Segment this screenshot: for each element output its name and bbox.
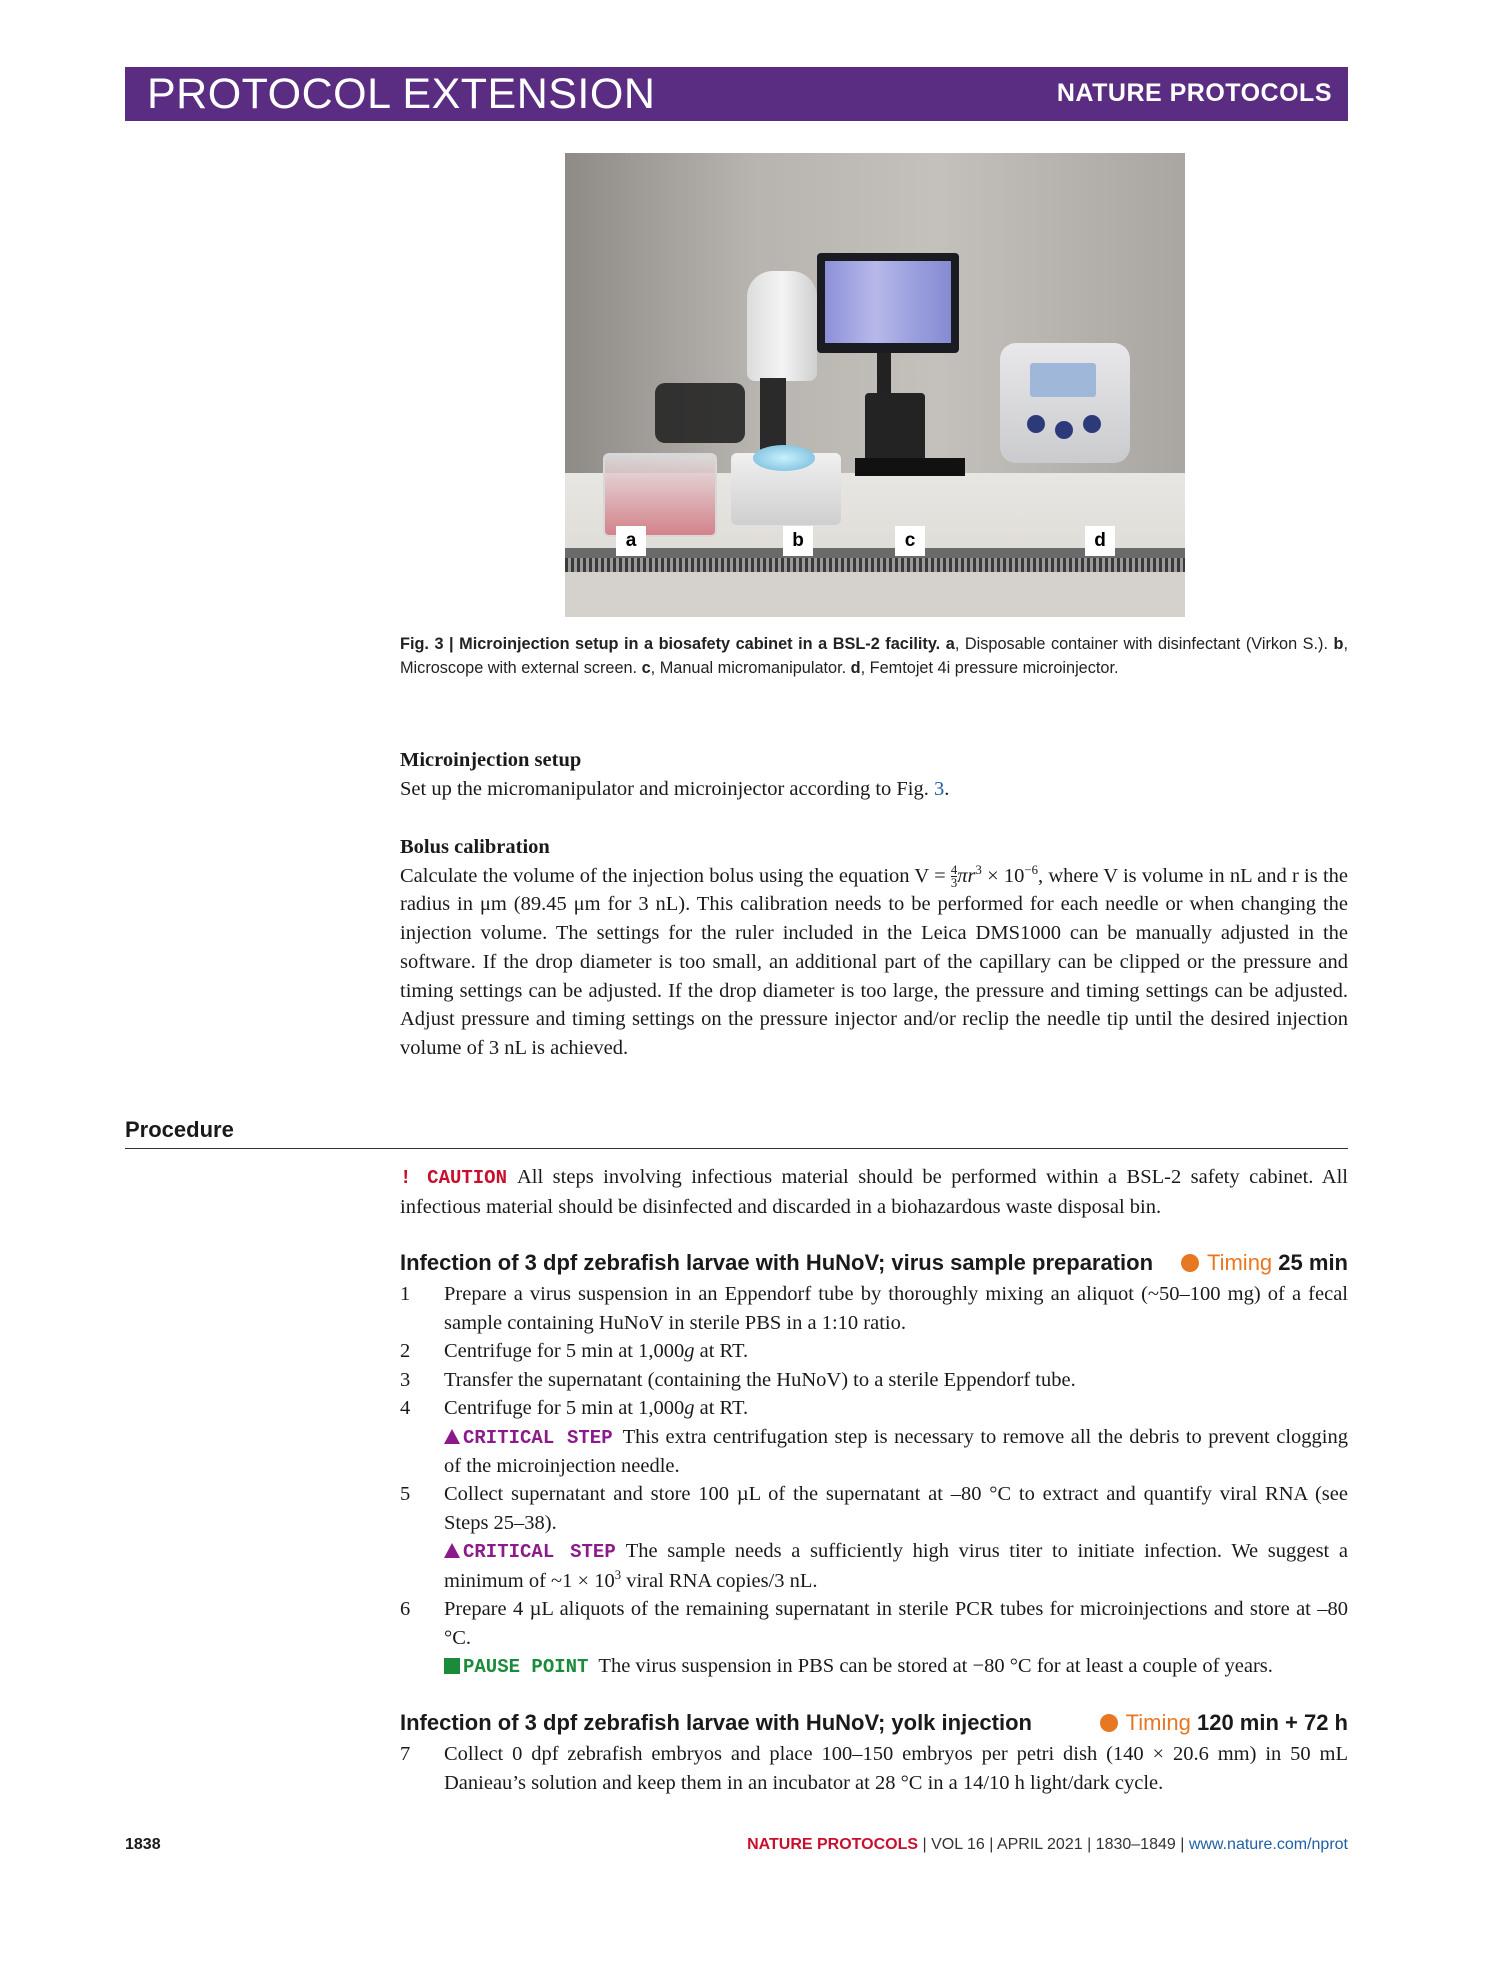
pressure-microinjector [1000,343,1130,463]
bolus-calibration-text [400,862,1348,1063]
caption-d-label: d [850,659,861,677]
running-header [125,67,1348,121]
equation-pi-r: πr [957,864,976,887]
caption-b-label: b [1333,635,1344,653]
step-text [444,1394,1348,1423]
caption-d-text: , Femtojet 4i pressure microinjector. [860,659,1119,677]
triangle-icon [444,1429,460,1444]
injector-display [1030,363,1096,397]
panel-label-c: c [895,526,925,556]
panel-label-b: b [783,526,813,556]
step-number: 4 [400,1397,411,1419]
section-label: PROTOCOL EXTENSION [147,70,656,118]
footer-citation [747,1836,1348,1854]
setup-text-end: . [944,777,950,800]
equation-exponent: 3 [975,862,982,877]
microscope-head [747,271,817,381]
step-number: 7 [400,1743,411,1765]
journal-name: NATURE PROTOCOLS [1056,79,1332,107]
critical-step-text: This extra centrifugation step is necessary to remove all the debris to prevent clogging of the microinjection needle. [444,1425,1348,1478]
step-6 [400,1595,1348,1682]
critical-step-text-a: The sample needs a sufficiently high virus titer to initiate infection. We suggest a minimum of ~1 × 10 [444,1540,1348,1593]
section-yolk-injection [400,1708,1348,1738]
step-number: 6 [400,1598,411,1620]
panel-label-a: a [616,526,646,556]
timing-word: Timing [1125,1710,1191,1735]
caution-text: All steps involving infectious material should be performed within a BSL-2 safety cabinet. All infectious material should be disinfected and discarded in a biohazardous waste disposal bin. [400,1166,1348,1218]
step-text-b: at RT. [694,1340,749,1362]
injector-knob-3 [1083,415,1101,433]
pause-point-note [444,1652,1348,1682]
step-text-g: g [684,1397,695,1419]
figure-3-photo [565,153,1185,617]
fraction-numerator: 4 [950,862,958,877]
caution-block [400,1163,1348,1221]
footer-separator: | [1175,1836,1189,1853]
screen-stand [877,353,891,393]
bolus-calibration-section [400,833,1348,1063]
procedure-divider [125,1148,1348,1149]
timing-value: 25 min [1278,1250,1348,1275]
square-icon [444,1658,460,1674]
step-3 [400,1366,1348,1395]
critical-step-note [444,1537,1348,1595]
step-text [444,1337,1348,1366]
cabinet-front [565,572,1185,617]
step-4 [400,1394,1348,1481]
step-text: Collect 0 dpf zebrafish embryos and place 100–150 embryos per petri dish (140 × 20.6 mm) in 50 mL Danieau’s solution and keep them in an incubator at 28 °C in a 14/10 h light/dark cycle. [444,1743,1348,1794]
section-virus-sample-preparation [400,1248,1348,1278]
critical-step-note [444,1423,1348,1481]
footer-separator: | [984,1836,997,1853]
footer-volume: VOL 16 [931,1836,985,1853]
bolus-calibration-title: Bolus calibration [400,836,550,858]
timing-value: 120 min + 72 h [1196,1710,1348,1735]
step-2 [400,1337,1348,1366]
footer-separator: | [1082,1836,1096,1853]
critical-step-label: CRITICAL STEP [463,1426,613,1449]
critical-step-text-b: viral RNA copies/3 nL. [621,1570,818,1593]
micromanipulator-base [855,458,965,476]
bolus-text-1: Calculate the volume of the injection bolus using the equation V = [400,864,951,887]
microscope-stage-light [753,445,815,471]
step-number: 3 [400,1369,411,1391]
timing-dot-icon [1181,1254,1199,1272]
procedure-title: Procedure [125,1117,234,1142]
triangle-icon [444,1543,460,1558]
pause-point-label: PAUSE POINT [463,1656,589,1679]
step-text: Collect supernatant and store 100 µL of the supernatant at –80 °C to extract and quantify viral RNA (see Steps 25–38). [444,1483,1348,1534]
step-text-b: at RT. [694,1397,749,1419]
disinfectant-container [603,453,717,537]
footer-pages: 1830–1849 [1095,1836,1176,1853]
step-1 [400,1280,1348,1337]
injector-knob-1 [1027,415,1045,433]
step-number: 2 [400,1340,411,1362]
cabinet-grill [565,558,1185,572]
pause-point-text: The virus suspension in PBS can be stored at −80 °C for at least a couple of years. [598,1655,1273,1678]
fraction-denominator: 3 [950,876,958,891]
caption-title: Fig. 3 | Microinjection setup in a biosafety cabinet in a BSL-2 facility. [400,635,941,653]
screen-display [825,261,951,343]
step-text: Prepare a virus suspension in an Eppendorf tube by thoroughly mixing an aliquot (~50–100 mg) of a fecal sample containing HuNoV in sterile PBS in a 1:10 ratio. [444,1283,1348,1334]
bolus-text-2: , where V is volume in nL and r is the radius in μm (89.45 μm for 3 nL). This calibration needs to be performed for each needle or when changing the injection volume. The settings for the ruler included in the Leica DMS1000 can be manually adjusted in the software. If the drop diameter is too small, an additional part of the capillary can be clipped or the pressure and timing settings can be adjusted. If the drop diameter is too large, the pressure and timing settings can be adjusted. Adjust pressure and timing settings on the pressure injector and/or reclip the needle tip until the desired injection volume of 3 nL is achieved. [400,864,1348,1059]
panel-label-d: d [1085,526,1115,556]
step-7 [400,1740,1348,1797]
step-text-a: Centrifuge for 5 min at 1,000 [444,1397,685,1419]
section-1-timing [1181,1248,1348,1278]
step-text-g: g [684,1340,695,1362]
section-2-timing [1100,1708,1348,1738]
caption-c-text: , Manual micromanipulator. [650,659,851,677]
section-1-title: Infection of 3 dpf zebrafish larvae with HuNoV; virus sample preparation [400,1250,1154,1275]
step-number: 1 [400,1283,411,1305]
equation-times: × 10 [981,864,1025,887]
micromanipulator [865,393,925,463]
caption-a-label: a [945,635,955,653]
caption-a-text: , Disposable container with disinfectant (Virkon S.). [954,635,1334,653]
step-text: Prepare 4 µL aliquots of the remaining supernatant in sterile PCR tubes for microinjections and store at –80 °C. [444,1598,1348,1649]
footer-journal: NATURE PROTOCOLS [747,1836,919,1853]
critical-step-exponent: 3 [614,1568,622,1583]
footer-date: APRIL 2021 [996,1836,1083,1853]
section-2-title: Infection of 3 dpf zebrafish larvae with HuNoV; yolk injection [400,1710,1032,1735]
caption-b-text: , Microscope with external screen. [400,635,1348,677]
microinjection-setup-text [400,775,1348,804]
footer-separator: | [918,1836,932,1853]
microinjection-setup-section [400,746,1348,803]
critical-step-label: CRITICAL STEP [463,1541,616,1564]
page-number: 1838 [125,1836,161,1853]
step-number: 5 [400,1483,411,1505]
step-text-a: Centrifuge for 5 min at 1,000 [444,1340,685,1362]
footer-url-link[interactable]: www.nature.com/nprot [1188,1836,1348,1853]
setup-text: Set up the micromanipulator and microinjector according to Fig. [400,777,935,800]
microinjection-setup-title: Microinjection setup [400,749,582,771]
timing-word: Timing [1206,1250,1273,1275]
timing-dot-icon [1100,1714,1118,1732]
figure-caption [400,632,1348,680]
step-5 [400,1480,1348,1596]
caution-label: ! CAUTION [400,1167,507,1189]
equation-exponent-2: −6 [1024,862,1038,877]
step-text: Transfer the supernatant (containing the HuNoV) to a sterile Eppendorf tube. [444,1369,1076,1391]
fig-3-link[interactable]: 3 [934,777,945,800]
caption-c-label: c [641,659,651,677]
injector-knob-2 [1055,421,1073,439]
cables [655,383,745,443]
